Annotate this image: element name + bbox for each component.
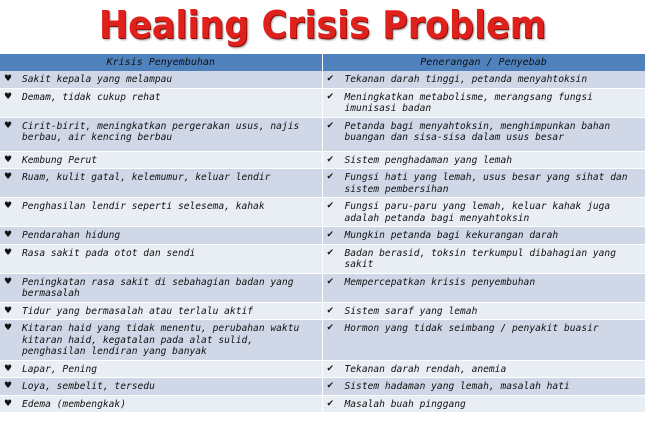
table-row [0,395,645,413]
header-krisis: Krisis Penyembuhan [0,54,322,71]
table-row [0,88,645,117]
penerangan-text: Masalah buah pinggang [344,398,466,410]
cell-penerangan [322,88,645,117]
crisis-table [0,54,645,413]
cell-penerangan [322,71,645,88]
penerangan-text: Tekanan darah rendah, anemia [344,363,507,375]
heart-bullet-icon: ♥ [4,91,13,102]
table-header-row [0,54,645,71]
cell-penerangan [322,395,645,413]
krisis-text: Cirit-birit, meningkatkan pergerakan usus, najis berbau, air kencing berbau [22,120,300,143]
check-icon: ✔ [326,74,335,84]
penerangan-text: Sistem saraf yang lemah [344,305,478,317]
cell-penerangan [322,169,645,198]
cell-krisis [0,88,322,117]
cell-krisis [0,395,322,413]
table-row [0,117,645,151]
heart-bullet-icon: ♥ [4,154,13,165]
krisis-text: Rasa sakit pada otot dan sendi [22,247,196,259]
cell-krisis [0,169,322,198]
krisis-text: Tidur yang bermasalah atau terlalu aktif [22,305,254,317]
cell-krisis [0,198,322,227]
heart-bullet-icon: ♥ [4,305,13,316]
krisis-text: Edema (membengkak) [22,398,126,410]
penerangan-text: Badan berasid, toksin terkumpul dibahagian yang sakit [344,247,616,270]
cell-penerangan [322,273,645,302]
page-title: Healing Crisis Problem [98,3,547,47]
table-row [0,302,645,320]
krisis-text: Kembung Perut [22,154,98,166]
cell-krisis [0,227,322,245]
heart-bullet-icon: ♥ [4,363,13,374]
header-penerangan: Penerangan / Penyebab [322,54,645,71]
cell-krisis [0,302,322,320]
table-row [0,169,645,198]
cell-penerangan [322,117,645,151]
cell-krisis [0,320,322,361]
table-row [0,198,645,227]
krisis-text: Pendarahan hidung [22,230,121,241]
krisis-text: Sakit kepala yang melampau [22,74,173,85]
penerangan-text: Mungkin petanda bagi kekurangan darah [344,230,559,241]
penerangan-text: Petanda bagi menyahtoksin, menghimpunkan bahan buangan dan sisa-sisa dalam usus besar [344,120,611,143]
check-icon: ✔ [326,91,335,102]
cell-krisis [0,244,322,273]
check-icon: ✔ [326,154,335,165]
cell-penerangan [322,302,645,320]
penerangan-text: Fungsi hati yang lemah, usus besar yang sihat dan sistem pembersihan [344,172,628,195]
table-row [0,320,645,361]
penerangan-text: Mempercepatkan krisis penyembuhan [344,276,536,288]
cell-krisis [0,378,322,396]
heart-bullet-icon: ♥ [4,230,13,240]
cell-penerangan [322,198,645,227]
krisis-text: Lapar, Pening [22,363,98,375]
cell-penerangan [322,320,645,361]
krisis-text: Loya, sembelit, tersedu [22,381,155,392]
check-icon: ✔ [326,172,335,182]
cell-penerangan [322,360,645,378]
check-icon: ✔ [326,305,335,316]
heart-bullet-icon: ♥ [4,398,13,409]
check-icon: ✔ [326,398,335,409]
check-icon: ✔ [326,276,335,287]
table-row [0,273,645,302]
table-row [0,71,645,88]
heart-bullet-icon: ♥ [4,381,13,391]
cell-penerangan [322,378,645,396]
heart-bullet-icon: ♥ [4,74,13,84]
penerangan-text: Hormon yang tidak seimbang / penyakit buasir [344,323,599,334]
penerangan-text: Sistem hadaman yang lemah, masalah hati [344,381,570,392]
cell-penerangan [322,227,645,245]
check-icon: ✔ [326,247,335,258]
cell-krisis [0,151,322,169]
krisis-text: Demam, tidak cukup rehat [22,91,161,103]
cell-krisis [0,117,322,151]
check-icon: ✔ [326,323,335,333]
cell-krisis [0,71,322,88]
penerangan-text: Tekanan darah tinggi, petanda menyahtoksin [344,74,588,85]
table-row [0,227,645,245]
check-icon: ✔ [326,381,335,391]
heart-bullet-icon: ♥ [4,276,13,287]
heart-bullet-icon: ♥ [4,323,13,333]
penerangan-text: Meningkatkan metabolisme, merangsang fungsi imunisasi badan [344,91,593,114]
krisis-text: Ruam, kulit gatal, kelemumur, keluar lendir [22,172,271,183]
table-row [0,151,645,169]
check-icon: ✔ [326,201,335,211]
table-row [0,378,645,396]
check-icon: ✔ [326,230,335,240]
check-icon: ✔ [326,363,335,374]
check-icon: ✔ [326,120,335,131]
heart-bullet-icon: ♥ [4,247,13,258]
heart-bullet-icon: ♥ [4,120,13,131]
heart-bullet-icon: ♥ [4,172,13,182]
heart-bullet-icon: ♥ [4,201,13,211]
cell-penerangan [322,151,645,169]
cell-krisis [0,273,322,302]
table-row [0,360,645,378]
cell-penerangan [322,244,645,273]
krisis-text: Peningkatan rasa sakit di sebahagian badan yang bermasalah [22,276,294,299]
table-row [0,244,645,273]
penerangan-text: Fungsi paru-paru yang lemah, keluar kahak juga adalah petanda bagi menyahtoksin [344,201,611,224]
krisis-text: Penghasilan lendir seperti selesema, kahak [22,201,265,212]
cell-krisis [0,360,322,378]
penerangan-text: Sistem penghadaman yang lemah [344,154,513,166]
krisis-text: Kitaran haid yang tidak menentu, perubahan waktu kitaran haid, kegatalan pada alat sulid, penghasilan lendiran yang banyak [22,323,300,357]
